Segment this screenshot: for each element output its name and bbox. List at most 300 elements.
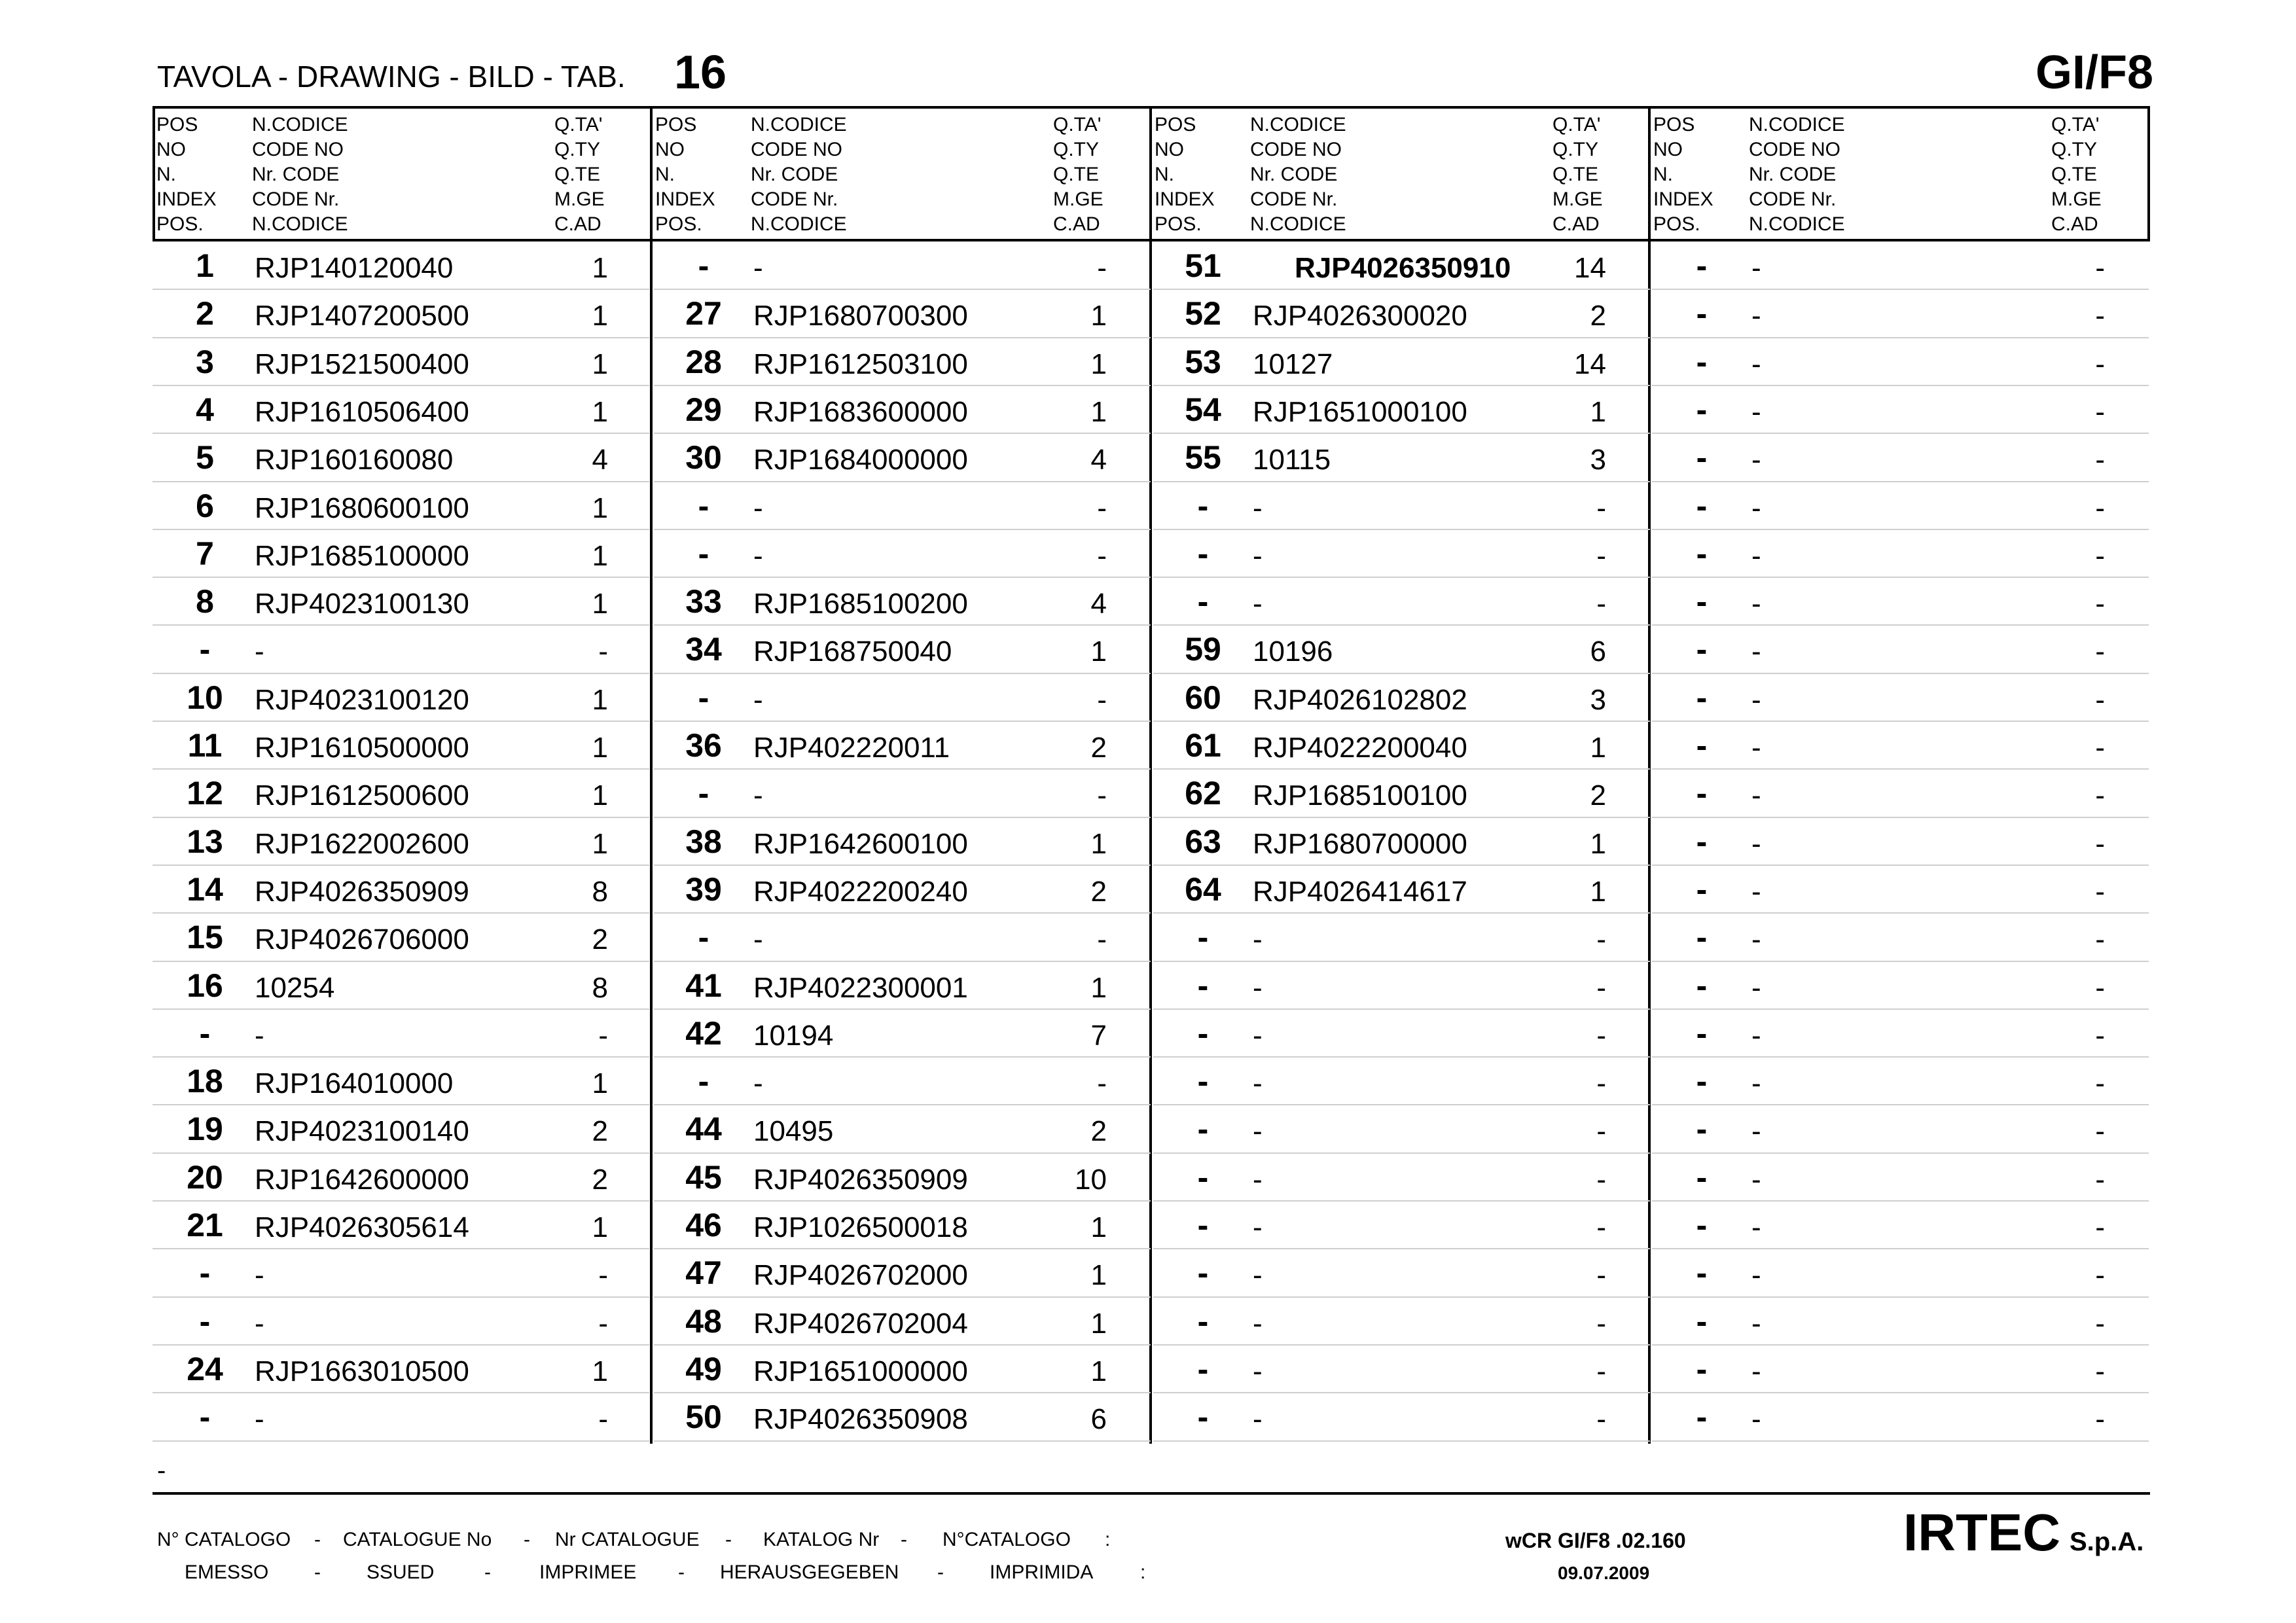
row-pos: -	[1696, 1158, 1708, 1196]
row-code: -	[1253, 1307, 1263, 1340]
row-code: -	[1751, 1019, 1761, 1052]
row-pos: 7	[196, 535, 214, 572]
note-text: -	[157, 1456, 166, 1485]
row-pos: 62	[1185, 775, 1221, 812]
row-qty: 6	[1590, 635, 1606, 668]
row-qty: -	[598, 1259, 608, 1292]
row-separator	[1153, 768, 1650, 770]
row-pos: -	[1197, 583, 1209, 620]
row-qty: -	[2095, 252, 2105, 284]
header-code-label: CODE Nr.	[252, 188, 340, 210]
row-separator	[1153, 529, 1650, 530]
row-code: RJP1685100000	[255, 539, 469, 572]
header-pos-label: INDEX	[1653, 188, 1713, 210]
row-qty: -	[1097, 683, 1107, 716]
header-pos-label: NO	[156, 139, 186, 160]
header-qty-label: C.AD	[1552, 213, 1600, 235]
row-code: -	[1751, 395, 1761, 428]
row-separator	[152, 1104, 649, 1105]
row-pos: -	[1696, 487, 1708, 524]
row-code: RJP1612503100	[753, 348, 968, 380]
row-qty: -	[1596, 1067, 1606, 1100]
header-code-label: N.CODICE	[751, 213, 847, 235]
row-separator	[654, 1392, 1151, 1393]
row-code: RJP402220011	[753, 732, 950, 764]
row-qty: -	[2095, 875, 2105, 908]
header-qty-label: Q.TE	[1552, 164, 1599, 185]
row-separator	[1153, 1392, 1650, 1393]
row-separator	[152, 1248, 649, 1249]
row-separator	[654, 385, 1151, 386]
header-qty-label: Q.TA'	[1053, 114, 1102, 135]
row-pos: -	[1696, 1111, 1708, 1148]
row-qty: -	[1596, 923, 1606, 956]
row-separator	[1153, 865, 1650, 866]
row-pos: 48	[685, 1302, 722, 1340]
row-code: RJP1683600000	[753, 395, 968, 428]
row-separator	[1153, 289, 1650, 290]
row-code: RJP1610506400	[255, 395, 469, 428]
row-code: -	[1751, 539, 1761, 572]
header-pos-label: INDEX	[1155, 188, 1215, 210]
row-code: RJP1521500400	[255, 348, 469, 380]
row-separator	[1153, 624, 1650, 626]
row-pos: -	[1696, 583, 1708, 620]
row-separator	[152, 1008, 649, 1010]
row-code: -	[1751, 1115, 1761, 1148]
footer-label: -	[314, 1529, 321, 1550]
header-code-label: Nr. CODE	[252, 164, 340, 185]
row-separator	[654, 529, 1151, 530]
row-code: RJP4022300001	[753, 971, 968, 1004]
header-code-label: Nr. CODE	[751, 164, 838, 185]
header-qty-label: Q.TA'	[2051, 114, 2100, 135]
row-qty: 1	[592, 779, 608, 812]
footer-label: KATALOG Nr	[763, 1529, 880, 1550]
row-pos: 45	[685, 1158, 722, 1196]
row-qty: 1	[1590, 732, 1606, 764]
row-pos: -	[1197, 1255, 1209, 1292]
row-pos: -	[1696, 727, 1708, 764]
row-qty: 4	[1090, 444, 1107, 476]
row-pos: -	[1197, 1158, 1209, 1196]
row-separator	[654, 337, 1151, 338]
row-code: RJP4023100130	[255, 588, 469, 620]
row-separator	[1652, 385, 2149, 386]
row-qty: 7	[1090, 1019, 1107, 1052]
row-code: 10194	[753, 1019, 834, 1052]
row-pos: 18	[187, 1063, 223, 1100]
header-qty-label: Q.TY	[1053, 139, 1100, 160]
row-code: RJP1680700000	[1253, 827, 1467, 860]
footer-label: SSUED	[367, 1561, 435, 1583]
row-qty: -	[2095, 1115, 2105, 1148]
row-code: -	[1751, 827, 1761, 860]
header-qty-label: Q.TY	[2051, 139, 2098, 160]
row-separator	[152, 289, 649, 290]
row-pos: -	[1197, 1350, 1209, 1387]
row-separator	[654, 1248, 1151, 1249]
footer-label: IMPRIMEE	[539, 1561, 637, 1583]
footer-label: EMESSO	[185, 1561, 269, 1583]
row-code: -	[1751, 300, 1761, 332]
row-qty: -	[1596, 1211, 1606, 1243]
row-qty: -	[1097, 1067, 1107, 1100]
row-separator	[1153, 1248, 1650, 1249]
row-qty: 1	[592, 683, 608, 716]
footer-label: Nr CATALOGUE	[555, 1529, 700, 1550]
header-qty-label: Q.TA'	[1552, 114, 1601, 135]
row-separator	[152, 961, 649, 962]
row-code: RJP1026500018	[753, 1211, 968, 1243]
row-qty: -	[2095, 779, 2105, 812]
row-qty: 4	[1090, 588, 1107, 620]
row-code: -	[255, 1403, 264, 1436]
header-pos-label: INDEX	[655, 188, 715, 210]
row-qty: 6	[1090, 1403, 1107, 1436]
row-separator	[654, 768, 1151, 770]
row-code: 10115	[1253, 444, 1331, 476]
row-separator	[1652, 1440, 2149, 1442]
row-pos: 46	[685, 1207, 722, 1243]
row-separator	[654, 481, 1151, 482]
footer-label: -	[937, 1561, 944, 1583]
row-qty: 1	[1590, 875, 1606, 908]
row-qty: 1	[1590, 395, 1606, 428]
row-separator	[152, 1344, 649, 1346]
header-code-label: N.CODICE	[252, 213, 348, 235]
row-code: -	[1253, 1019, 1263, 1052]
row-code: RJP1610500000	[255, 732, 469, 764]
row-pos: -	[1197, 1111, 1209, 1148]
row-qty: 1	[1090, 1355, 1107, 1387]
row-code: 10254	[255, 971, 335, 1004]
row-pos: 15	[187, 919, 223, 956]
row-pos: -	[1696, 535, 1708, 572]
row-pos: -	[1197, 1207, 1209, 1243]
row-pos: 2	[196, 295, 214, 332]
row-code: -	[1253, 1163, 1263, 1196]
row-qty: 3	[1590, 683, 1606, 716]
row-code: -	[753, 683, 763, 716]
row-qty: -	[1596, 491, 1606, 524]
row-separator	[1153, 385, 1650, 386]
row-pos: 38	[685, 823, 722, 860]
row-separator	[654, 912, 1151, 914]
row-separator	[1652, 289, 2149, 290]
row-separator	[1652, 817, 2149, 818]
row-qty: -	[2095, 588, 2105, 620]
row-pos: 36	[685, 727, 722, 764]
row-separator	[654, 865, 1151, 866]
row-code: -	[1751, 491, 1761, 524]
row-code: RJP4026702004	[753, 1307, 968, 1340]
row-code: -	[1751, 1211, 1761, 1243]
row-separator	[1153, 961, 1650, 962]
row-pos: -	[1696, 1350, 1708, 1387]
row-qty: 1	[592, 1211, 608, 1243]
row-qty: -	[598, 635, 608, 668]
row-separator	[1153, 1296, 1650, 1298]
row-separator	[152, 721, 649, 722]
row-code: RJP4023100140	[255, 1115, 469, 1148]
row-separator	[654, 1152, 1151, 1154]
row-qty: 2	[592, 923, 608, 956]
row-separator	[1652, 433, 2149, 434]
brand-name: IRTEC	[1903, 1503, 2060, 1561]
header-code-label: CODE NO	[1250, 139, 1342, 160]
row-qty: 2	[592, 1115, 608, 1148]
row-pos: -	[698, 487, 709, 524]
row-separator	[1652, 1008, 2149, 1010]
row-qty: 1	[592, 300, 608, 332]
row-code: RJP1622002600	[255, 827, 469, 860]
row-pos: 29	[685, 391, 722, 428]
row-pos: -	[698, 775, 709, 812]
row-pos: 30	[685, 439, 722, 476]
row-qty: 1	[592, 539, 608, 572]
row-pos: 41	[685, 967, 722, 1004]
header-pos-label: N.	[156, 164, 176, 185]
row-code: -	[1253, 1211, 1263, 1243]
row-qty: -	[2095, 1019, 2105, 1052]
header-qty-label: Q.TY	[1552, 139, 1599, 160]
row-qty: -	[1097, 779, 1107, 812]
column-divider	[1648, 106, 1651, 1444]
row-separator	[1652, 1056, 2149, 1058]
footer-label: -	[901, 1529, 907, 1550]
row-separator	[1153, 1056, 1650, 1058]
row-pos: 64	[1185, 870, 1221, 908]
row-pos: -	[1696, 919, 1708, 956]
row-separator	[1652, 481, 2149, 482]
row-separator	[654, 1440, 1151, 1442]
row-qty: -	[2095, 1067, 2105, 1100]
row-code: RJP4026702000	[753, 1259, 968, 1292]
row-separator	[1652, 1296, 2149, 1298]
row-code: RJP4026305614	[255, 1211, 469, 1243]
row-code: RJP4022200040	[1253, 732, 1467, 764]
header-qty-label: Q.TY	[554, 139, 601, 160]
row-qty: 10	[1075, 1163, 1107, 1196]
row-pos: -	[1696, 679, 1708, 716]
row-pos: 13	[187, 823, 223, 860]
row-pos: -	[1696, 343, 1708, 380]
row-qty: 1	[592, 348, 608, 380]
row-pos: 14	[187, 870, 223, 908]
row-qty: -	[2095, 971, 2105, 1004]
header-qty-label: C.AD	[554, 213, 601, 235]
row-pos: -	[1197, 1302, 1209, 1340]
row-code: RJP4026706000	[255, 923, 469, 956]
row-pos: -	[698, 679, 709, 716]
row-pos: 44	[685, 1111, 722, 1148]
row-pos: -	[1696, 1063, 1708, 1100]
row-separator	[152, 529, 649, 530]
row-code: RJP168750040	[753, 635, 952, 668]
row-code: -	[1751, 875, 1761, 908]
row-separator	[654, 1104, 1151, 1105]
header-code-label: N.CODICE	[751, 114, 847, 135]
row-separator	[1652, 1248, 2149, 1249]
row-code: RJP1685100200	[753, 588, 968, 620]
drawing-number: 16	[674, 46, 727, 99]
row-code: -	[753, 1067, 763, 1100]
row-pos: 53	[1185, 343, 1221, 380]
footer-label: -	[678, 1561, 685, 1583]
row-separator	[654, 289, 1151, 290]
row-separator	[654, 721, 1151, 722]
row-code: RJP1680600100	[255, 491, 469, 524]
row-code: -	[1253, 491, 1263, 524]
row-separator	[654, 1200, 1151, 1202]
row-code: RJP1407200500	[255, 300, 469, 332]
row-qty: 2	[592, 1163, 608, 1196]
row-qty: -	[1596, 1355, 1606, 1387]
row-pos: -	[1696, 967, 1708, 1004]
row-separator	[152, 1200, 649, 1202]
row-pos: 63	[1185, 823, 1221, 860]
row-pos: -	[1696, 439, 1708, 476]
row-pos: 10	[187, 679, 223, 716]
row-separator	[654, 1056, 1151, 1058]
row-code: -	[1751, 1067, 1761, 1100]
header-pos-label: N.	[1155, 164, 1174, 185]
row-separator	[1652, 529, 2149, 530]
row-pos: 1	[196, 247, 214, 284]
row-code: -	[1751, 635, 1761, 668]
row-qty: -	[1596, 1115, 1606, 1148]
row-pos: -	[1696, 1207, 1708, 1243]
row-qty: -	[1097, 252, 1107, 284]
row-pos: 6	[196, 487, 214, 524]
footer-label: HERAUSGEGEBEN	[720, 1561, 899, 1583]
column-divider	[650, 106, 653, 1444]
row-qty: -	[1596, 588, 1606, 620]
row-code: -	[753, 923, 763, 956]
row-qty: 1	[1090, 1307, 1107, 1340]
row-separator	[152, 577, 649, 578]
row-qty: -	[1596, 1403, 1606, 1436]
row-code: -	[1253, 588, 1263, 620]
row-separator	[152, 673, 649, 674]
row-code: 10495	[753, 1115, 834, 1148]
row-pos: 51	[1185, 247, 1221, 284]
row-separator	[654, 817, 1151, 818]
row-qty: -	[598, 1307, 608, 1340]
row-separator	[1652, 337, 2149, 338]
header-pos-label: POS.	[1653, 213, 1700, 235]
row-pos: 47	[685, 1255, 722, 1292]
header-pos-label: N.	[1653, 164, 1673, 185]
header-code-label: CODE Nr.	[751, 188, 838, 210]
row-pos: 21	[187, 1207, 223, 1243]
row-qty: 3	[1590, 444, 1606, 476]
header-pos-label: POS	[156, 114, 198, 135]
row-code: -	[753, 491, 763, 524]
row-code: RJP4026300020	[1253, 300, 1467, 332]
row-code: RJP1651000000	[753, 1355, 968, 1387]
header-code-label: CODE NO	[252, 139, 344, 160]
model-code: GI/F8	[2035, 46, 2153, 99]
row-pos: -	[698, 535, 709, 572]
row-code: RJP1684000000	[753, 444, 968, 476]
row-code: RJP140120040	[255, 252, 454, 284]
row-pos: -	[199, 1399, 211, 1436]
header-pos-label: POS.	[655, 213, 702, 235]
row-pos: -	[1197, 487, 1209, 524]
footer-date: 09.07.2009	[1558, 1563, 1650, 1583]
row-separator	[1652, 673, 2149, 674]
header-code-label: CODE NO	[751, 139, 843, 160]
row-code: RJP1642600000	[255, 1163, 469, 1196]
row-pos: -	[1696, 870, 1708, 908]
row-code: -	[1253, 923, 1263, 956]
row-qty: 1	[1090, 1211, 1107, 1243]
row-pos: 60	[1185, 679, 1221, 716]
header-pos-label: NO	[1155, 139, 1184, 160]
row-qty: 1	[1090, 971, 1107, 1004]
header-code-label: Nr. CODE	[1749, 164, 1837, 185]
row-pos: 19	[187, 1111, 223, 1148]
row-code: RJP164010000	[255, 1067, 454, 1100]
row-qty: -	[1097, 491, 1107, 524]
row-code: RJP1680700300	[753, 300, 968, 332]
row-code: -	[753, 779, 763, 812]
header-code-label: N.CODICE	[1250, 213, 1346, 235]
row-pos: 11	[187, 727, 223, 764]
row-separator	[654, 1296, 1151, 1298]
row-qty: -	[2095, 491, 2105, 524]
row-pos: 24	[187, 1350, 223, 1387]
row-qty: -	[2095, 1163, 2105, 1196]
row-qty: -	[2095, 1259, 2105, 1292]
row-qty: 1	[592, 588, 608, 620]
footer-label: N°CATALOGO	[942, 1529, 1071, 1550]
row-separator	[1652, 1152, 2149, 1154]
row-code: -	[1253, 1259, 1263, 1292]
row-pos: 59	[1185, 631, 1221, 668]
row-separator	[1153, 1440, 1650, 1442]
row-separator	[152, 817, 649, 818]
row-separator	[152, 481, 649, 482]
row-pos: -	[1696, 1014, 1708, 1052]
row-separator	[152, 1056, 649, 1058]
row-code: -	[1751, 1403, 1761, 1436]
row-pos: -	[199, 1302, 211, 1340]
row-separator	[1652, 768, 2149, 770]
row-code: -	[1751, 588, 1761, 620]
header-qty-label: M.GE	[1552, 188, 1603, 210]
row-pos: 27	[685, 295, 722, 332]
row-code: -	[1253, 1115, 1263, 1148]
row-qty: 1	[1090, 635, 1107, 668]
row-separator	[1153, 1104, 1650, 1105]
row-qty: -	[2095, 1355, 2105, 1387]
brand-suffix: S.p.A.	[2070, 1527, 2144, 1556]
header-qty-label: Q.TE	[1053, 164, 1100, 185]
row-separator	[1153, 721, 1650, 722]
row-separator	[1652, 961, 2149, 962]
row-pos: -	[698, 1063, 709, 1100]
row-code: RJP4023100120	[255, 683, 469, 716]
row-separator	[1153, 1008, 1650, 1010]
row-pos: -	[1197, 1399, 1209, 1436]
row-qty: 1	[592, 395, 608, 428]
row-separator	[1652, 577, 2149, 578]
row-separator	[1153, 433, 1650, 434]
row-qty: -	[2095, 348, 2105, 380]
